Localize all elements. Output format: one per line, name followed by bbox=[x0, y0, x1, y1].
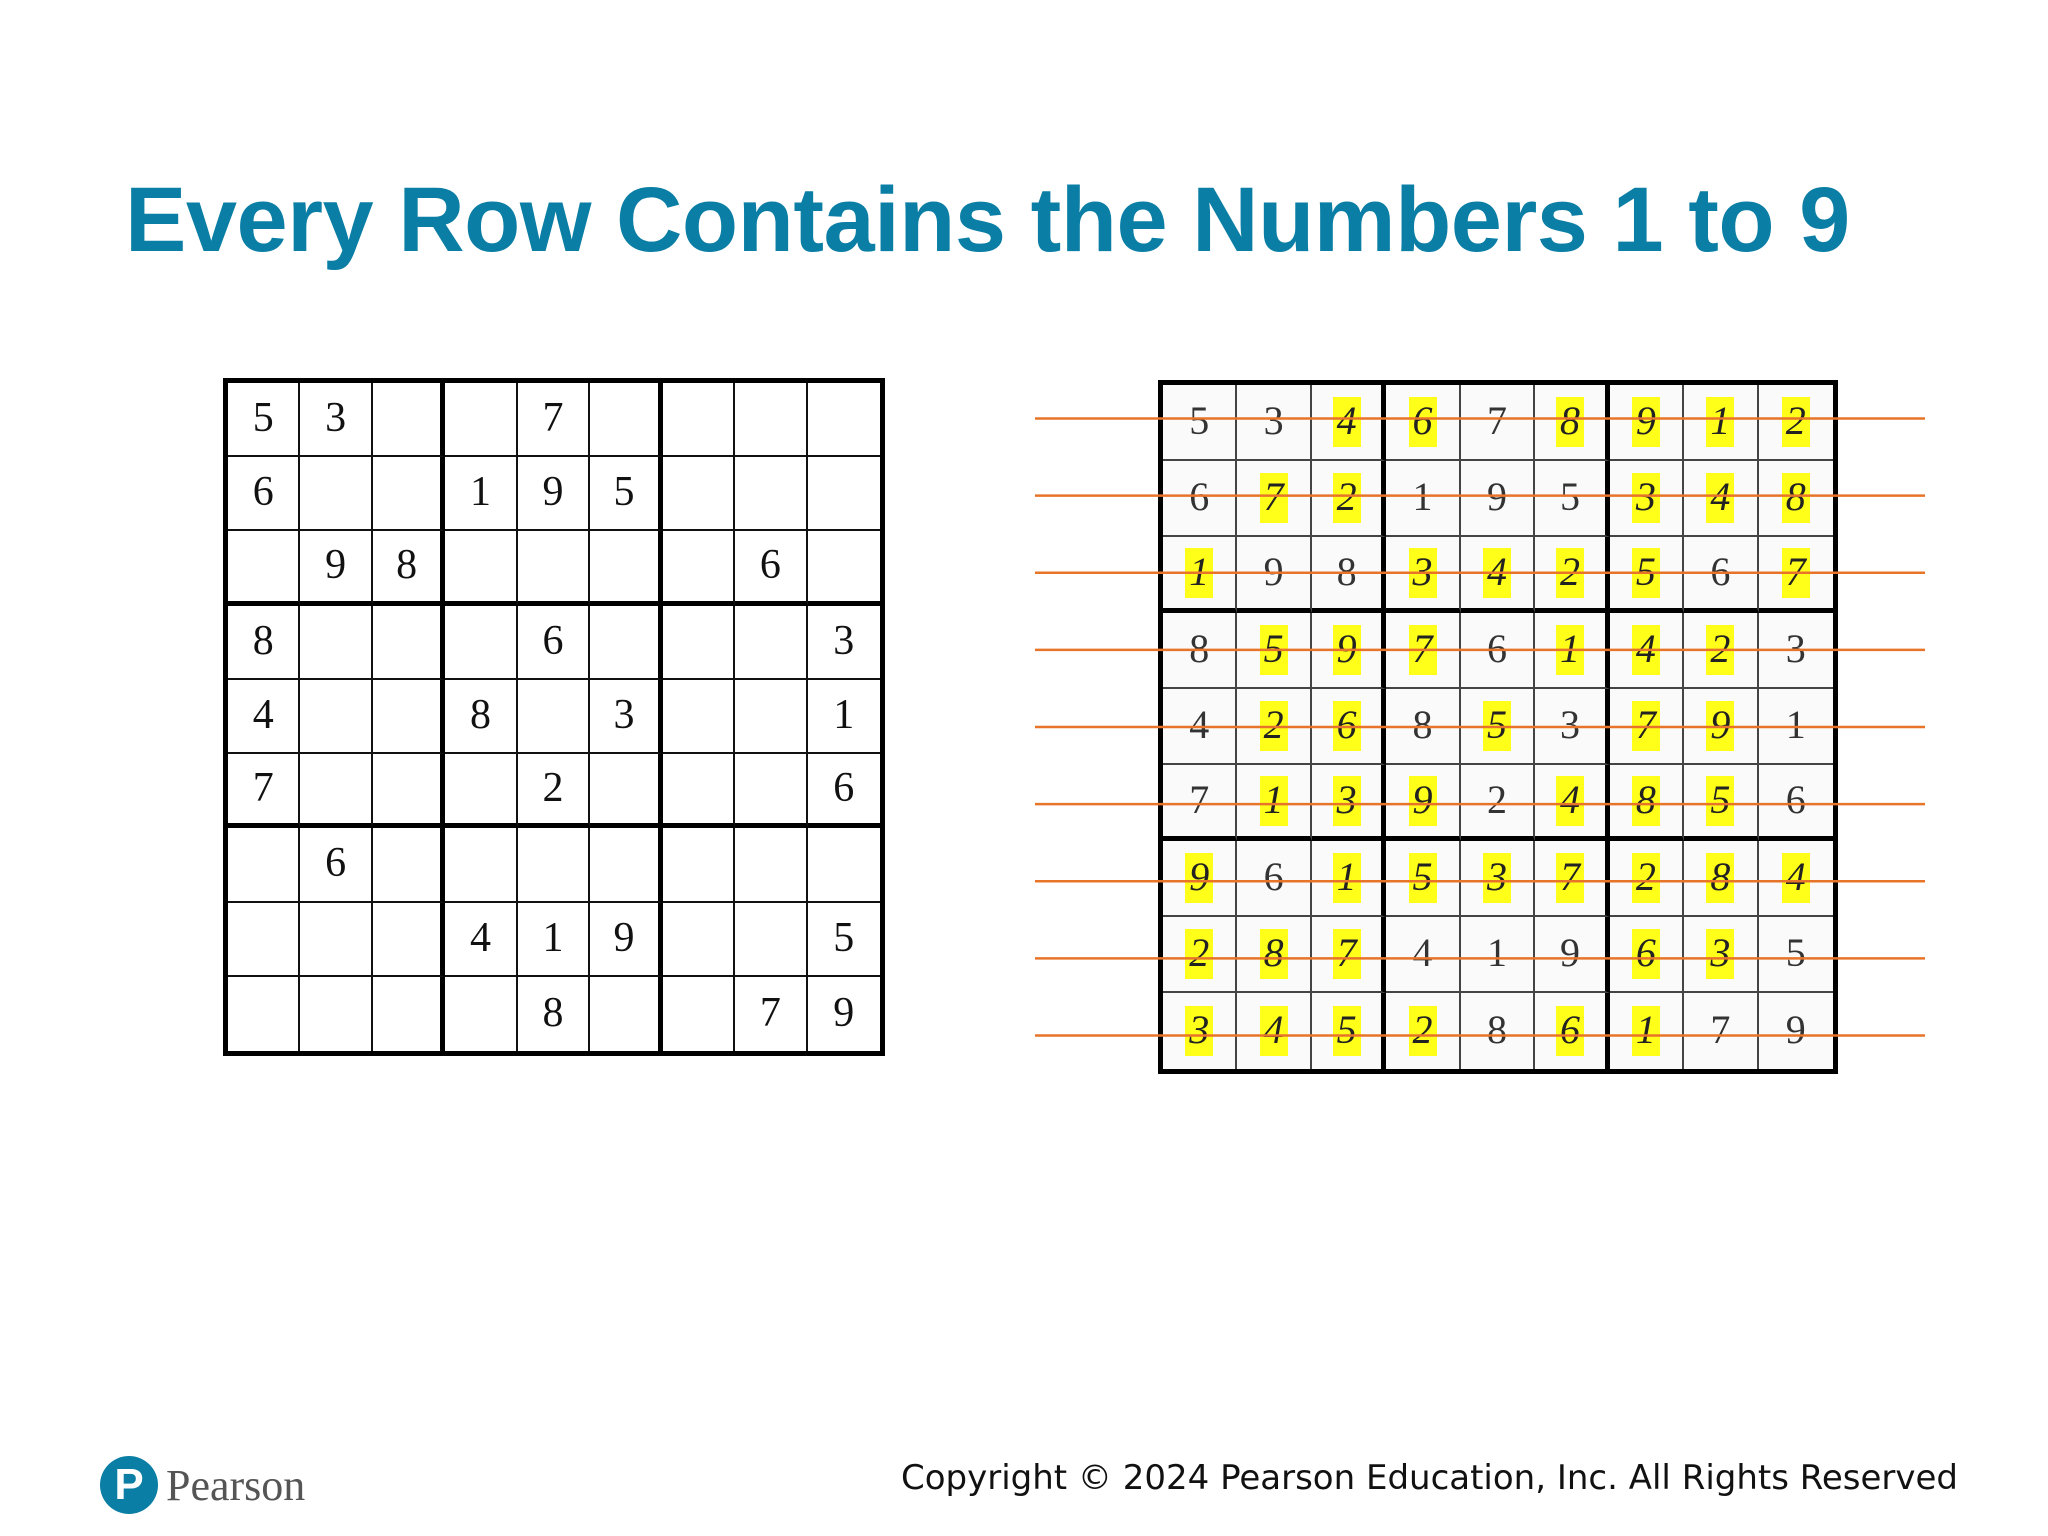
solution-cell-r9c1 bbox=[1163, 993, 1237, 1069]
puzzle-digit: 5 bbox=[833, 914, 855, 961]
puzzle-digit: 8 bbox=[396, 542, 418, 589]
solution-digit: 1 bbox=[1556, 625, 1584, 675]
solution-digit: 1 bbox=[1412, 474, 1433, 519]
solution-digit: 6 bbox=[1263, 854, 1284, 899]
solution-cell-r5c3 bbox=[1312, 689, 1386, 765]
puzzle-cell-r4c6 bbox=[590, 606, 662, 680]
puzzle-digit: 1 bbox=[470, 469, 492, 516]
puzzle-cell-r9c6 bbox=[590, 977, 662, 1051]
solution-digit: 7 bbox=[1710, 1007, 1731, 1052]
puzzle-cell-r9c3 bbox=[373, 977, 445, 1051]
solution-digit: 8 bbox=[1632, 776, 1660, 826]
solution-digit: 9 bbox=[1706, 701, 1734, 751]
puzzle-cell-r2c5 bbox=[518, 457, 590, 531]
solution-cell-r7c2 bbox=[1237, 841, 1311, 917]
solution-digit: 9 bbox=[1632, 397, 1660, 447]
solution-digit: 8 bbox=[1782, 473, 1810, 523]
puzzle-cell-r1c6 bbox=[590, 383, 662, 457]
puzzle-cell-r1c4 bbox=[445, 383, 517, 457]
solution-cell-r9c7 bbox=[1610, 993, 1684, 1069]
solution-cell-r3c8 bbox=[1684, 537, 1758, 613]
solution-digit: 7 bbox=[1333, 929, 1361, 979]
solution-cell-r4c9 bbox=[1759, 613, 1833, 689]
solution-cell-r2c2 bbox=[1237, 461, 1311, 537]
solution-cell-r6c3 bbox=[1312, 765, 1386, 841]
solution-cell-r8c3 bbox=[1312, 917, 1386, 993]
puzzle-cell-r8c3 bbox=[373, 903, 445, 977]
puzzle-digit: 3 bbox=[613, 691, 635, 738]
puzzle-digit: 4 bbox=[252, 691, 274, 738]
solution-cell-r3c4 bbox=[1386, 537, 1460, 613]
puzzle-digit: 2 bbox=[542, 764, 564, 811]
solution-cell-r8c4 bbox=[1386, 917, 1460, 993]
puzzle-cell-r4c2 bbox=[300, 606, 372, 680]
puzzle-cell-r3c2 bbox=[300, 531, 372, 605]
puzzle-cell-r6c5 bbox=[518, 754, 590, 828]
solution-digit: 1 bbox=[1333, 853, 1361, 903]
solution-grid bbox=[1158, 380, 1838, 1074]
solution-digit: 3 bbox=[1409, 548, 1437, 598]
puzzle-cell-r5c9 bbox=[808, 680, 880, 754]
solution-digit: 2 bbox=[1486, 776, 1507, 822]
solution-digit: 5 bbox=[1189, 398, 1210, 443]
puzzle-cell-r9c4 bbox=[445, 977, 517, 1051]
solution-cell-r2c5 bbox=[1461, 461, 1535, 537]
puzzle-cell-r3c6 bbox=[590, 531, 662, 605]
solution-digit: 3 bbox=[1263, 398, 1284, 443]
puzzle-cell-r7c9 bbox=[808, 828, 880, 902]
solution-cell-r9c8 bbox=[1684, 993, 1758, 1069]
puzzle-cell-r7c6 bbox=[590, 828, 662, 902]
solution-cell-r5c5 bbox=[1461, 689, 1535, 765]
puzzle-digit: 6 bbox=[542, 617, 564, 664]
puzzle-cell-r5c5 bbox=[518, 680, 590, 754]
puzzle-cell-r4c9 bbox=[808, 606, 880, 680]
pearson-logo bbox=[100, 1456, 305, 1514]
solution-digit: 8 bbox=[1189, 626, 1210, 671]
puzzle-cell-r3c7 bbox=[663, 531, 735, 605]
solution-cell-r9c9 bbox=[1759, 993, 1833, 1069]
solution-cell-r9c5 bbox=[1461, 993, 1535, 1069]
puzzle-cell-r7c5 bbox=[518, 828, 590, 902]
solution-digit: 4 bbox=[1412, 930, 1433, 975]
solution-digit: 8 bbox=[1336, 548, 1357, 594]
puzzle-cell-r8c2 bbox=[300, 903, 372, 977]
solution-digit: 3 bbox=[1559, 702, 1580, 747]
puzzle-cell-r3c3 bbox=[373, 531, 445, 605]
solution-digit: 5 bbox=[1333, 1006, 1361, 1056]
solution-digit: 1 bbox=[1706, 397, 1734, 447]
solution-cell-r6c5 bbox=[1461, 765, 1535, 841]
puzzle-cell-r3c9 bbox=[808, 531, 880, 605]
puzzle-cell-r8c5 bbox=[518, 903, 590, 977]
solution-cell-r1c7 bbox=[1610, 385, 1684, 461]
solution-digit: 5 bbox=[1409, 853, 1437, 903]
solution-digit: 7 bbox=[1260, 473, 1288, 523]
solution-cell-r6c4 bbox=[1386, 765, 1460, 841]
puzzle-cell-r3c5 bbox=[518, 531, 590, 605]
solution-cell-r4c1 bbox=[1163, 613, 1237, 689]
solution-cell-r5c9 bbox=[1759, 689, 1833, 765]
solution-cell-r6c8 bbox=[1684, 765, 1758, 841]
solution-cell-r9c6 bbox=[1535, 993, 1609, 1069]
puzzle-digit: 6 bbox=[252, 469, 274, 516]
solution-cell-r4c2 bbox=[1237, 613, 1311, 689]
solution-digit: 9 bbox=[1409, 776, 1437, 826]
solution-digit: 7 bbox=[1632, 701, 1660, 751]
solution-digit: 1 bbox=[1260, 776, 1288, 826]
solution-cell-r4c4 bbox=[1386, 613, 1460, 689]
puzzle-cell-r9c1 bbox=[228, 977, 300, 1051]
solution-digit: 3 bbox=[1185, 1006, 1213, 1056]
solution-cell-r3c1 bbox=[1163, 537, 1237, 613]
solution-cell-r3c9 bbox=[1759, 537, 1833, 613]
solution-cell-r9c3 bbox=[1312, 993, 1386, 1069]
puzzle-grid bbox=[223, 378, 885, 1056]
solution-cell-r6c9 bbox=[1759, 765, 1833, 841]
puzzle-cell-r7c7 bbox=[663, 828, 735, 902]
copyright-notice: Copyright © 2024 Pearson Education, Inc. All Rights Reserved bbox=[900, 1458, 1958, 1498]
solution-cell-r3c7 bbox=[1610, 537, 1684, 613]
puzzle-cell-r4c4 bbox=[445, 606, 517, 680]
puzzle-cell-r5c3 bbox=[373, 680, 445, 754]
puzzle-cell-r7c8 bbox=[735, 828, 807, 902]
solution-cell-r2c6 bbox=[1535, 461, 1609, 537]
solution-cell-r5c2 bbox=[1237, 689, 1311, 765]
solution-cell-r2c1 bbox=[1163, 461, 1237, 537]
puzzle-cell-r2c4 bbox=[445, 457, 517, 531]
puzzle-digit: 9 bbox=[613, 914, 635, 961]
solution-digit: 5 bbox=[1632, 548, 1660, 598]
solution-digit: 9 bbox=[1263, 548, 1284, 594]
puzzle-cell-r9c8 bbox=[735, 977, 807, 1051]
solution-cell-r3c2 bbox=[1237, 537, 1311, 613]
puzzle-cell-r9c9 bbox=[808, 977, 880, 1051]
solution-cell-r6c6 bbox=[1535, 765, 1609, 841]
solution-cell-r2c7 bbox=[1610, 461, 1684, 537]
puzzle-cell-r2c6 bbox=[590, 457, 662, 531]
puzzle-cell-r1c3 bbox=[373, 383, 445, 457]
solution-cell-r4c3 bbox=[1312, 613, 1386, 689]
puzzle-digit: 7 bbox=[252, 764, 274, 811]
solution-cell-r9c2 bbox=[1237, 993, 1311, 1069]
puzzle-cell-r8c6 bbox=[590, 903, 662, 977]
solution-cell-r9c4 bbox=[1386, 993, 1460, 1069]
puzzle-digit: 1 bbox=[833, 691, 855, 738]
puzzle-cell-r7c4 bbox=[445, 828, 517, 902]
solution-cell-r1c9 bbox=[1759, 385, 1833, 461]
solution-digit: 5 bbox=[1785, 930, 1806, 975]
puzzle-cell-r7c2 bbox=[300, 828, 372, 902]
solution-digit: 1 bbox=[1185, 548, 1213, 598]
solution-cell-r5c1 bbox=[1163, 689, 1237, 765]
solution-cell-r3c6 bbox=[1535, 537, 1609, 613]
puzzle-cell-r6c3 bbox=[373, 754, 445, 828]
solution-digit: 9 bbox=[1486, 474, 1507, 519]
puzzle-cell-r6c4 bbox=[445, 754, 517, 828]
solution-digit: 2 bbox=[1409, 1006, 1437, 1056]
puzzle-cell-r8c8 bbox=[735, 903, 807, 977]
solution-digit: 4 bbox=[1632, 625, 1660, 675]
solution-cell-r7c1 bbox=[1163, 841, 1237, 917]
solution-digit: 2 bbox=[1260, 701, 1288, 751]
puzzle-digit: 9 bbox=[325, 542, 347, 589]
solution-cell-r8c9 bbox=[1759, 917, 1833, 993]
solution-digit: 5 bbox=[1706, 776, 1734, 826]
solution-cell-r5c6 bbox=[1535, 689, 1609, 765]
solution-cell-r3c5 bbox=[1461, 537, 1535, 613]
puzzle-cell-r6c6 bbox=[590, 754, 662, 828]
solution-digit: 6 bbox=[1189, 474, 1210, 519]
solution-cell-r7c4 bbox=[1386, 841, 1460, 917]
solution-digit: 8 bbox=[1706, 853, 1734, 903]
puzzle-cell-r9c7 bbox=[663, 977, 735, 1051]
solution-digit: 6 bbox=[1556, 1006, 1584, 1056]
puzzle-cell-r2c2 bbox=[300, 457, 372, 531]
solution-digit: 2 bbox=[1782, 397, 1810, 447]
solution-digit: 7 bbox=[1409, 625, 1437, 675]
puzzle-cell-r1c5 bbox=[518, 383, 590, 457]
solution-cell-r1c2 bbox=[1237, 385, 1311, 461]
solution-digit: 2 bbox=[1706, 625, 1734, 675]
solution-digit: 2 bbox=[1556, 548, 1584, 598]
puzzle-cell-r6c8 bbox=[735, 754, 807, 828]
solution-digit: 6 bbox=[1409, 397, 1437, 447]
puzzle-digit: 5 bbox=[252, 395, 274, 442]
puzzle-cell-r4c7 bbox=[663, 606, 735, 680]
solution-digit: 1 bbox=[1486, 930, 1507, 975]
puzzle-cell-r1c7 bbox=[663, 383, 735, 457]
puzzle-cell-r9c5 bbox=[518, 977, 590, 1051]
solution-cell-r5c4 bbox=[1386, 689, 1460, 765]
solution-cell-r2c4 bbox=[1386, 461, 1460, 537]
solution-cell-r4c7 bbox=[1610, 613, 1684, 689]
solution-digit: 3 bbox=[1706, 929, 1734, 979]
solution-cell-r8c7 bbox=[1610, 917, 1684, 993]
puzzle-cell-r6c1 bbox=[228, 754, 300, 828]
solution-digit: 9 bbox=[1333, 625, 1361, 675]
puzzle-digit: 7 bbox=[759, 989, 781, 1036]
solution-digit: 8 bbox=[1260, 929, 1288, 979]
puzzle-cell-r4c3 bbox=[373, 606, 445, 680]
puzzle-cell-r5c1 bbox=[228, 680, 300, 754]
solution-digit: 9 bbox=[1185, 853, 1213, 903]
puzzle-cell-r4c8 bbox=[735, 606, 807, 680]
puzzle-cell-r4c5 bbox=[518, 606, 590, 680]
solution-cell-r7c5 bbox=[1461, 841, 1535, 917]
solution-digit: 4 bbox=[1483, 548, 1511, 598]
puzzle-cell-r2c9 bbox=[808, 457, 880, 531]
solution-digit: 1 bbox=[1785, 702, 1806, 747]
puzzle-cell-r3c8 bbox=[735, 531, 807, 605]
solution-cell-r3c3 bbox=[1312, 537, 1386, 613]
puzzle-cell-r5c2 bbox=[300, 680, 372, 754]
puzzle-digit: 9 bbox=[833, 989, 855, 1036]
pearson-logo-icon: P bbox=[100, 1456, 158, 1514]
puzzle-cell-r7c1 bbox=[228, 828, 300, 902]
puzzle-cell-r3c1 bbox=[228, 531, 300, 605]
puzzle-cell-r1c2 bbox=[300, 383, 372, 457]
solution-cell-r7c9 bbox=[1759, 841, 1833, 917]
solution-digit: 5 bbox=[1260, 625, 1288, 675]
solution-cell-r1c5 bbox=[1461, 385, 1535, 461]
puzzle-cell-r1c8 bbox=[735, 383, 807, 457]
solution-cell-r7c8 bbox=[1684, 841, 1758, 917]
solution-digit: 7 bbox=[1486, 398, 1507, 443]
puzzle-cell-r2c3 bbox=[373, 457, 445, 531]
puzzle-cell-r8c4 bbox=[445, 903, 517, 977]
puzzle-digit: 8 bbox=[252, 617, 274, 664]
puzzle-digit: 3 bbox=[325, 395, 347, 442]
solution-cell-r8c1 bbox=[1163, 917, 1237, 993]
solution-digit: 6 bbox=[1333, 701, 1361, 751]
puzzle-digit: 8 bbox=[470, 691, 492, 738]
solution-digit: 8 bbox=[1556, 397, 1584, 447]
solution-cell-r6c1 bbox=[1163, 765, 1237, 841]
solution-cell-r8c6 bbox=[1535, 917, 1609, 993]
puzzle-cell-r6c7 bbox=[663, 754, 735, 828]
puzzle-cell-r9c2 bbox=[300, 977, 372, 1051]
puzzle-cell-r4c1 bbox=[228, 606, 300, 680]
solution-digit: 7 bbox=[1556, 853, 1584, 903]
solution-cell-r5c7 bbox=[1610, 689, 1684, 765]
puzzle-cell-r5c6 bbox=[590, 680, 662, 754]
solution-cell-r1c3 bbox=[1312, 385, 1386, 461]
puzzle-cell-r3c4 bbox=[445, 531, 517, 605]
solution-digit: 5 bbox=[1483, 701, 1511, 751]
puzzle-cell-r8c1 bbox=[228, 903, 300, 977]
solution-digit: 8 bbox=[1486, 1007, 1507, 1052]
solution-digit: 3 bbox=[1483, 853, 1511, 903]
puzzle-cell-r8c7 bbox=[663, 903, 735, 977]
puzzle-digit: 6 bbox=[759, 542, 781, 589]
puzzle-digit: 1 bbox=[542, 914, 564, 961]
solution-cell-r7c7 bbox=[1610, 841, 1684, 917]
puzzle-cell-r7c3 bbox=[373, 828, 445, 902]
puzzle-cell-r5c4 bbox=[445, 680, 517, 754]
puzzle-digit: 6 bbox=[833, 764, 855, 811]
puzzle-digit: 9 bbox=[542, 469, 564, 516]
puzzle-cell-r5c8 bbox=[735, 680, 807, 754]
solution-cell-r8c2 bbox=[1237, 917, 1311, 993]
puzzle-cell-r5c7 bbox=[663, 680, 735, 754]
puzzle-cell-r2c7 bbox=[663, 457, 735, 531]
solution-digit: 2 bbox=[1333, 473, 1361, 523]
solution-cell-r7c3 bbox=[1312, 841, 1386, 917]
solution-digit: 9 bbox=[1785, 1007, 1806, 1052]
solution-cell-r6c2 bbox=[1237, 765, 1311, 841]
solution-cell-r6c7 bbox=[1610, 765, 1684, 841]
solution-digit: 1 bbox=[1632, 1006, 1660, 1056]
solution-digit: 6 bbox=[1785, 776, 1806, 822]
solution-digit: 7 bbox=[1189, 776, 1210, 822]
solution-digit: 4 bbox=[1706, 473, 1734, 523]
solution-digit: 4 bbox=[1260, 1006, 1288, 1056]
solution-digit: 4 bbox=[1189, 702, 1210, 747]
solution-digit: 4 bbox=[1556, 776, 1584, 826]
slide-title: Every Row Contains the Numbers 1 to 9 bbox=[125, 169, 1850, 271]
solution-cell-r7c6 bbox=[1535, 841, 1609, 917]
solution-digit: 8 bbox=[1412, 702, 1433, 747]
solution-digit: 3 bbox=[1785, 626, 1806, 671]
solution-digit: 2 bbox=[1632, 853, 1660, 903]
puzzle-digit: 7 bbox=[542, 395, 564, 442]
solution-cell-r1c4 bbox=[1386, 385, 1460, 461]
solution-digit: 6 bbox=[1486, 626, 1507, 671]
puzzle-cell-r8c9 bbox=[808, 903, 880, 977]
puzzle-digit: 6 bbox=[325, 840, 347, 887]
solution-cell-r4c5 bbox=[1461, 613, 1535, 689]
solution-cell-r1c1 bbox=[1163, 385, 1237, 461]
solution-digit: 7 bbox=[1782, 548, 1810, 598]
pearson-logo-text: Pearson bbox=[166, 1460, 306, 1510]
puzzle-digit: 3 bbox=[833, 617, 855, 664]
solution-digit: 3 bbox=[1632, 473, 1660, 523]
solution-digit: 4 bbox=[1782, 853, 1810, 903]
solution-digit: 4 bbox=[1333, 397, 1361, 447]
puzzle-digit: 5 bbox=[613, 469, 635, 516]
solution-digit: 5 bbox=[1559, 474, 1580, 519]
puzzle-cell-r1c1 bbox=[228, 383, 300, 457]
solution-cell-r8c5 bbox=[1461, 917, 1535, 993]
solution-digit: 9 bbox=[1559, 930, 1580, 975]
puzzle-cell-r2c1 bbox=[228, 457, 300, 531]
solution-cell-r1c6 bbox=[1535, 385, 1609, 461]
solution-cell-r4c6 bbox=[1535, 613, 1609, 689]
solution-digit: 2 bbox=[1185, 929, 1213, 979]
solution-digit: 6 bbox=[1710, 548, 1731, 594]
solution-cell-r8c8 bbox=[1684, 917, 1758, 993]
solution-cell-r1c8 bbox=[1684, 385, 1758, 461]
solution-cell-r2c9 bbox=[1759, 461, 1833, 537]
solution-digit: 3 bbox=[1333, 776, 1361, 826]
puzzle-digit: 8 bbox=[542, 989, 564, 1036]
solution-cell-r2c8 bbox=[1684, 461, 1758, 537]
solution-cell-r5c8 bbox=[1684, 689, 1758, 765]
solution-cell-r4c8 bbox=[1684, 613, 1758, 689]
puzzle-cell-r2c8 bbox=[735, 457, 807, 531]
solution-digit: 6 bbox=[1632, 929, 1660, 979]
puzzle-digit: 4 bbox=[470, 914, 492, 961]
puzzle-cell-r1c9 bbox=[808, 383, 880, 457]
puzzle-cell-r6c9 bbox=[808, 754, 880, 828]
solution-cell-r2c3 bbox=[1312, 461, 1386, 537]
puzzle-cell-r6c2 bbox=[300, 754, 372, 828]
